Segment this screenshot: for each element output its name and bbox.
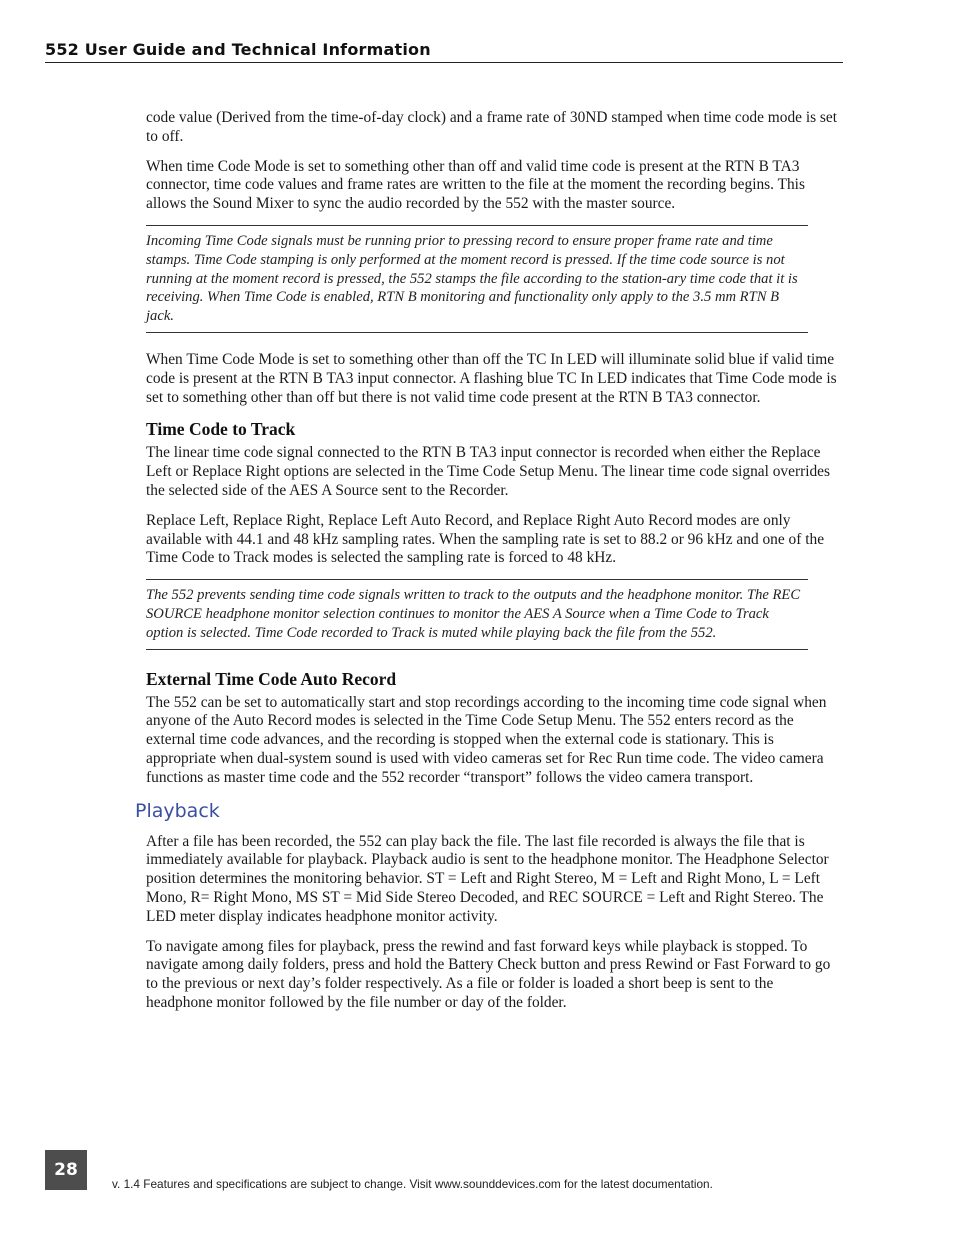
paragraph: code value (Derived from the time-of-day clock) and a frame rate of 30ND stamped when time code mode is set to off. [146, 109, 838, 145]
paragraph: The 552 can be set to automatically start and stop recordings according to the incoming time code signal when anyone of the Auto Record modes is selected in the Time Code Setup Menu. The 552 enters record as the external time code advances, and the recording is stopped when the external code is stationary. This is appropriate when dual-system sound is used with video cameras set for Rec Run time code. The video camera functions as master time code and the 552 recorder “transport” follows the video camera transport. [146, 693, 827, 786]
paragraph: To navigate among files for playback, press the rewind and fast forward keys while playback is stopped. To navigate among daily folders, press and hold the Battery Check button and press Rewind or Fast Forward to go to the previous or next day’s folder respectively. As a file or folder is loaded a short beep is sent to the headphone monitor followed by the file number or day of the folder. [146, 937, 831, 1011]
note-text: Incoming Time Code signals must be running prior to pressing record to ensure proper frame rate and time stamps. Time Code stamping is only performed at the moment record is pressed. If the time code source is not running at the moment record is pressed, the 552 stamps the file according to the station-ary time code that it is receiving. When Time Code is enabled, RTN B monitoring and functionality only apply to the 3.5 mm RTN B jack. [146, 232, 798, 325]
paragraph: When Time Code Mode is set to something other than off the TC In LED will illuminate solid blue if valid time code is present at the RTN B TA3 input connector. A flashing blue TC In LED indicates that Time Code mode is set to something other than off but there is not valid time code present at the RTN B TA3 connector. [146, 350, 837, 406]
page-body [135, 109, 842, 1024]
running-header: 552 User Guide and Technical Information [45, 40, 843, 63]
note-text: The 552 prevents sending time code signals written to track to the outputs and the headphone monitor. The REC SOURCE headphone monitor selection continues to monitor the AES A Source when a Time Code to Track option is selected. Time Code recorded to Track is muted while playing back the file from the 552. [146, 587, 801, 641]
note-box [146, 579, 808, 649]
paragraph: After a file has been recorded, the 552 can play back the file. The last file recorded is always the file that is immediately available for playback. Playback audio is sent to the headphone monitor. The Headphone Selector position determines the monitoring behavior. ST = Left and Right Stereo, M = Left and Right Mono, L = Left Mono, R= Right Mono, MS ST = Mid Side Stereo Decoded, and REC SOURCE = Left and Right Stereo. The LED meter display indicates headphone monitor activity. [146, 832, 829, 925]
note-box [146, 225, 808, 333]
paragraph: The linear time code signal connected to the RTN B TA3 input connector is recorded when either the Replace Left or Replace Right options are selected in the Time Code Setup Menu. The linear time code signal overrides the selected side of the AES A Source sent to the Recorder. [146, 444, 831, 499]
footer-note: v. 1.4 Features and specifications are subject to change. Visit www.sounddevices.com for the latest documentation. [112, 1177, 713, 1191]
page-number-badge: 28 [45, 1150, 87, 1190]
subheading-external-time-code-auto-record: External Time Code Auto Record [146, 668, 397, 689]
section-heading-playback: Playback [135, 799, 220, 822]
subheading-time-code-to-track: Time Code to Track [146, 419, 296, 440]
paragraph: When time Code Mode is set to something other than off and valid time code is present at the RTN B TA3 connector, time code values and frame rates are written to the file at the moment the recording begins. This allows the Sound Mixer to sync the audio recorded by the 552 with the master source. [146, 157, 805, 213]
paragraph: Replace Left, Replace Right, Replace Left Auto Record, and Replace Right Auto Record modes are only available with 44.1 and 48 kHz sampling rates. When the sampling rate is set to 88.2 or 96 kHz and one of the Time Code to Track modes is selected the sampling rate is forced to 48 kHz. [146, 511, 825, 567]
